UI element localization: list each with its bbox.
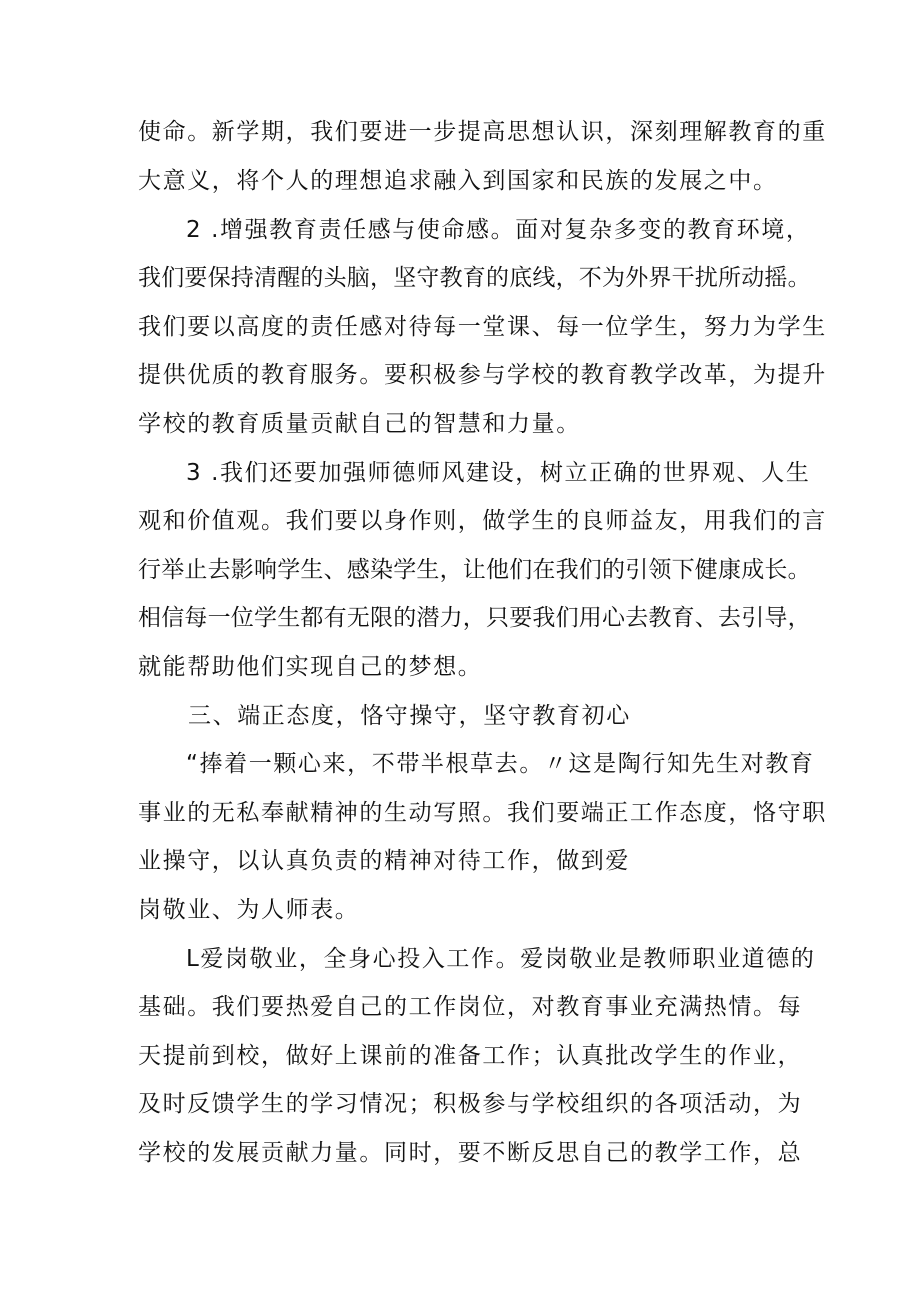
section-heading: 三、端正态度，恪守操守，坚守教育初心: [188, 703, 631, 729]
text-line: 我们要保持清醒的头脑，坚守教育的底线，不为外界干扰所动摇。: [138, 265, 811, 291]
text-line: 就能帮助他们实现自己的梦想。: [138, 654, 483, 680]
text-line: 3 .我们还要加强师德师风建设，树立正确的世界观、人生: [186, 460, 811, 486]
text-line: 使命。新学期，我们要进一步提高思想认识，深刻理解教育的重: [138, 119, 827, 145]
text-line: 岗敬业、为人师表。: [138, 897, 360, 923]
text-line: 行举止去影响学生、感染学生，让他们在我们的引领下健康成长。: [138, 557, 811, 583]
text-line: 事业的无私奉献精神的生动写照。我们要端正工作态度，恪守职: [138, 800, 827, 826]
text-line: 观和价值观。我们要以身作则，做学生的良师益友，用我们的言: [138, 508, 827, 534]
text-line: 我们要以高度的责任感对待每一堂课、每一位学生，努力为学生: [138, 314, 827, 340]
text-line: 提供优质的教育服务。要积极参与学校的教育教学改革，为提升: [138, 362, 827, 388]
text-line: L爱岗敬业，全身心投入工作。爱岗敬业是教师职业道德的: [186, 946, 816, 972]
text-line: “捧着一颗心来，不带半根草去。〃这是陶行知先生对教育: [186, 751, 815, 777]
text-line: 业操守，以认真负责的精神对待工作，做到爱: [138, 848, 630, 874]
text-line: 2 .增强教育责任感与使命感。面对复杂多变的教育环境，: [186, 217, 811, 243]
text-line: 基础。我们要热爱自己的工作岗位，对教育事业充满热情。每: [138, 994, 803, 1020]
text-line: 相信每一位学生都有无限的潜力，只要我们用心去教育、去引导，: [138, 605, 811, 631]
text-line: 学校的教育质量贡献自己的智慧和力量。: [138, 411, 581, 437]
text-line: 及时反馈学生的学习情况；积极参与学校组织的各项活动，为: [138, 1091, 803, 1117]
text-line: 学校的发展贡献力量。同时，要不断反思自己的教学工作，总: [138, 1140, 803, 1166]
text-line: 天提前到校，做好上课前的准备工作；认真批改学生的作业，: [138, 1043, 803, 1069]
text-line: 大意义，将个人的理想追求融入到国家和民族的发展之中。: [138, 168, 778, 194]
